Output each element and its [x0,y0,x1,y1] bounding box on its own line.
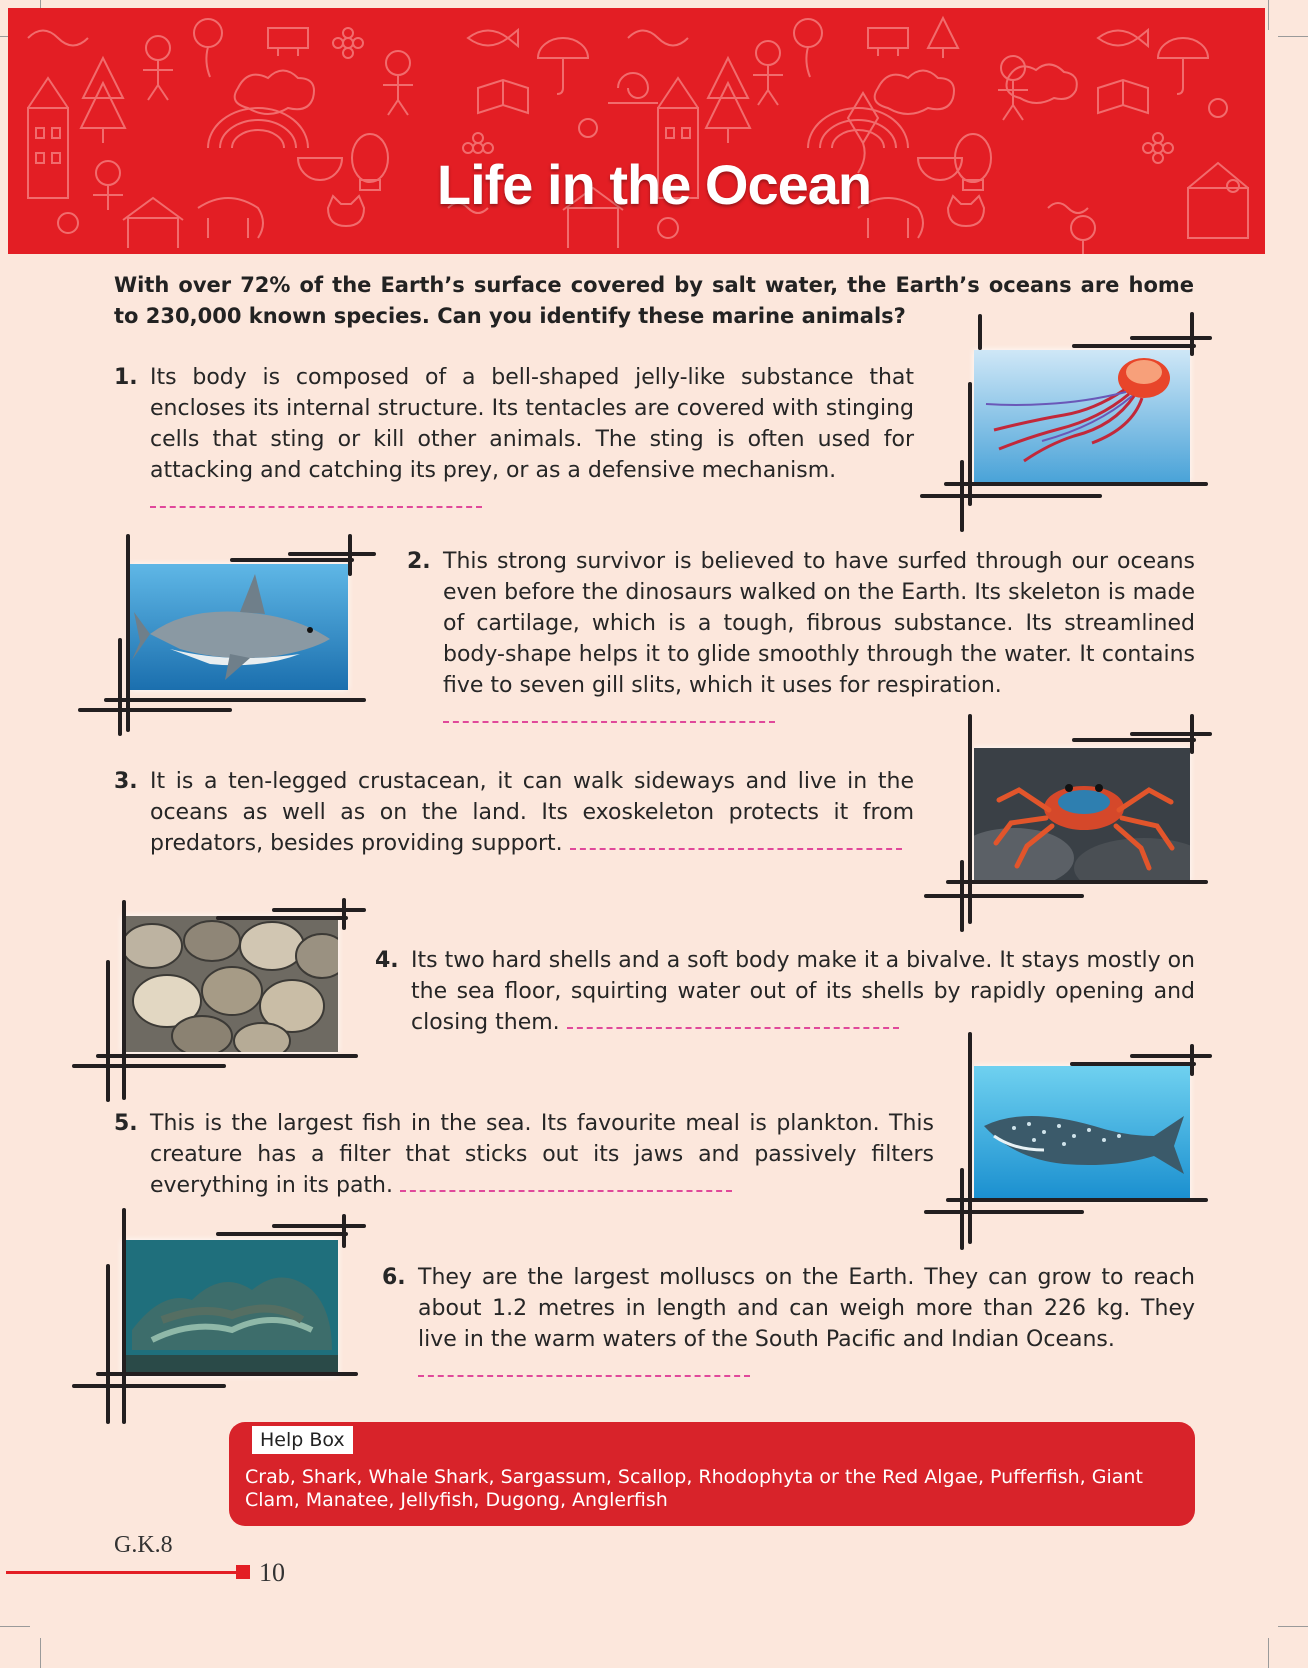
help-box-words: Crab, Shark, Whale Shark, Sargassum, Scallop, Rhodophyta or the Red Algae, Pufferfish, Giant Clam, Manatee, Jellyfish, Dugong, Anglerfish [245,1466,1143,1511]
question-4 [375,945,1195,1038]
crop-mark [1268,1638,1269,1668]
footer-square [236,1565,250,1579]
photo-frame [922,1030,1212,1252]
answer-blank[interactable] [443,701,775,723]
photo-frame [922,712,1212,932]
answer-blank[interactable] [418,1355,750,1377]
giant-clam-photo [74,1206,374,1424]
help-box [229,1422,1195,1526]
answer-blank[interactable] [400,1170,732,1192]
question-text: This is the largest fish in the sea. Its favourite meal is plankton. This creature has a filter that sticks out its jaws and passively filters everything in its path. [150,1111,934,1198]
jellyfish-photo [922,312,1212,534]
question-1 [114,362,914,517]
help-box-title: Help Box [252,1426,353,1454]
crop-mark [1278,1626,1308,1627]
photo-frame [80,530,376,734]
question-number: 4. [375,948,399,973]
photo-frame [74,898,374,1104]
page-number: 10 [259,1558,285,1587]
page-title: Life in the Ocean [436,153,872,216]
question-text: They are the largest molluscs on the Earth. They can grow to reach about 1.2 metres in length and can weigh more than 226 kg. They live in the warm waters of the South Pacific and Indian Oceans. [418,1265,1195,1352]
photo-frame [922,312,1212,534]
answer-blank[interactable] [570,828,902,850]
question-text: It is a ten-legged crustacean, it can walk sideways and live in the oceans as well as on the land. Its exoskeleton protects it from predators, besides providing support. [150,769,914,856]
question-text: Its two hard shells and a soft body make it a bivalve. It stays mostly on the sea floor, squirting water out of its shells by rapidly opening and closing them. [411,948,1195,1035]
question-5 [114,1108,934,1201]
clams-photo [74,898,374,1104]
intro-text: With over 72% of the Earth’s surface covered by salt water, the Earth’s oceans are home to 230,000 known species. Can you identify these marine animals? [114,273,1194,328]
shark-photo [80,530,376,734]
book-code: G.K.8 [114,1532,173,1558]
question-number: 3. [114,769,138,794]
answer-blank[interactable] [150,486,482,508]
crop-mark [0,1626,30,1627]
photo-frame [74,1206,374,1424]
question-number: 6. [382,1265,406,1290]
question-text: Its body is composed of a bell-shaped jelly-like substance that encloses its internal structure. Its tentacles are covered with stinging cells that sting or kill other animals. The sting is often used for attacking and catching its prey, or as a defensive mechanism. [150,365,914,483]
whale-shark-photo [922,1030,1212,1252]
crop-mark [1278,36,1308,37]
crab-photo [922,712,1212,932]
crop-mark [40,1638,41,1668]
question-number: 2. [407,549,431,574]
doodle-pattern [8,8,1265,254]
footer-rule [6,1571,238,1574]
question-number: 5. [114,1111,138,1136]
question-6 [382,1262,1195,1386]
question-number: 1. [114,365,138,390]
crop-mark [1268,0,1269,30]
header-banner [8,8,1265,254]
answer-blank[interactable] [567,1007,899,1029]
question-text: This strong survivor is believed to have surfed through our oceans even before the dinosaurs walked on the Earth. Its skeleton is made of cartilage, which is a tough, fibrous substance. Its streamlined body-shape helps it to glide smoothly through the water. It contains five to seven gill slits, which it uses for respiration. [443,549,1195,698]
question-2 [407,546,1195,732]
question-3 [114,766,914,859]
